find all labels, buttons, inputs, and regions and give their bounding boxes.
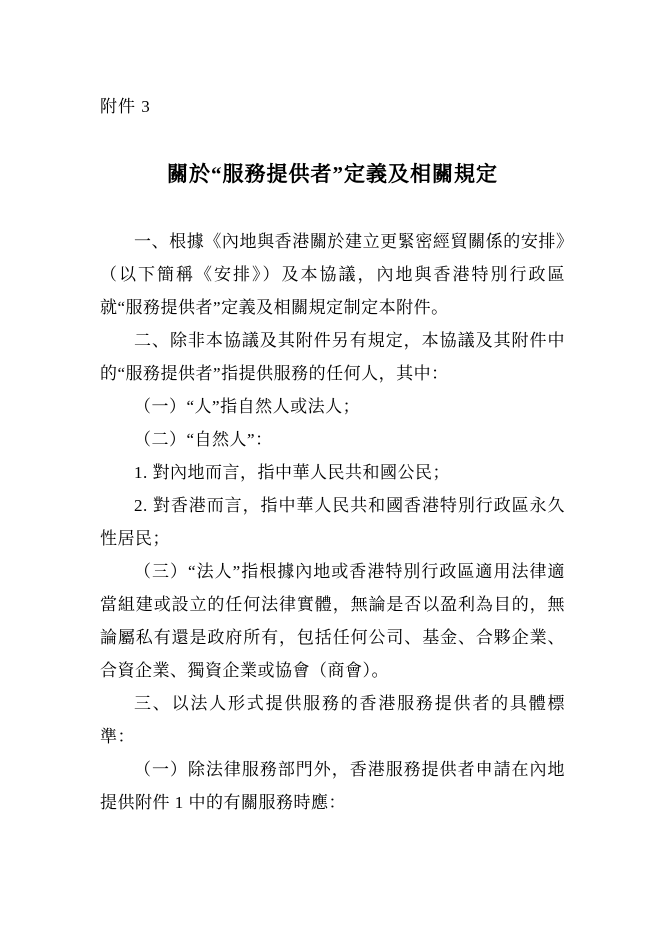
paragraph: （一）除法律服務部門外，香港服務提供者申請在內地提供附件 1 中的有關服務時應： xyxy=(100,760,565,812)
document-body xyxy=(100,225,565,819)
attachment-label: 附件 3 xyxy=(100,97,151,116)
paragraph: （一）“人”指自然人或法人； xyxy=(134,397,361,416)
paragraph: 二、除非本協議及其附件另有規定，本協議及其附件中的“服務提供者”指提供服務的任何人，其中： xyxy=(100,331,565,383)
paragraph: 1. 對內地而言，指中華人民共和國公民； xyxy=(134,463,450,482)
paragraph: 一、根據《內地與香港關於建立更緊密經貿關係的安排》（以下簡稱《安排》）及本協議，內地與香港特別行政區就“服務提供者”定義及相關規定制定本附件。 xyxy=(100,232,565,317)
paragraph: 三、以法人形式提供服務的香港服務提供者的具體標準： xyxy=(100,694,565,746)
paragraph: （二）“自然人”： xyxy=(134,430,273,449)
document-title: 關於“服務提供者”定義及相關規定 xyxy=(167,162,498,186)
paragraph: 2. 對香港而言，指中華人民共和國香港特別行政區永久性居民； xyxy=(100,496,565,548)
paragraph: （三）“法人”指根據內地或香港特別行政區適用法律適當組建或設立的任何法律實體，無論是否以盈利為目的，無論屬私有還是政府所有，包括任何公司、基金、合夥企業、合資企業、獨資企業或協會（商會）。 xyxy=(100,562,565,680)
